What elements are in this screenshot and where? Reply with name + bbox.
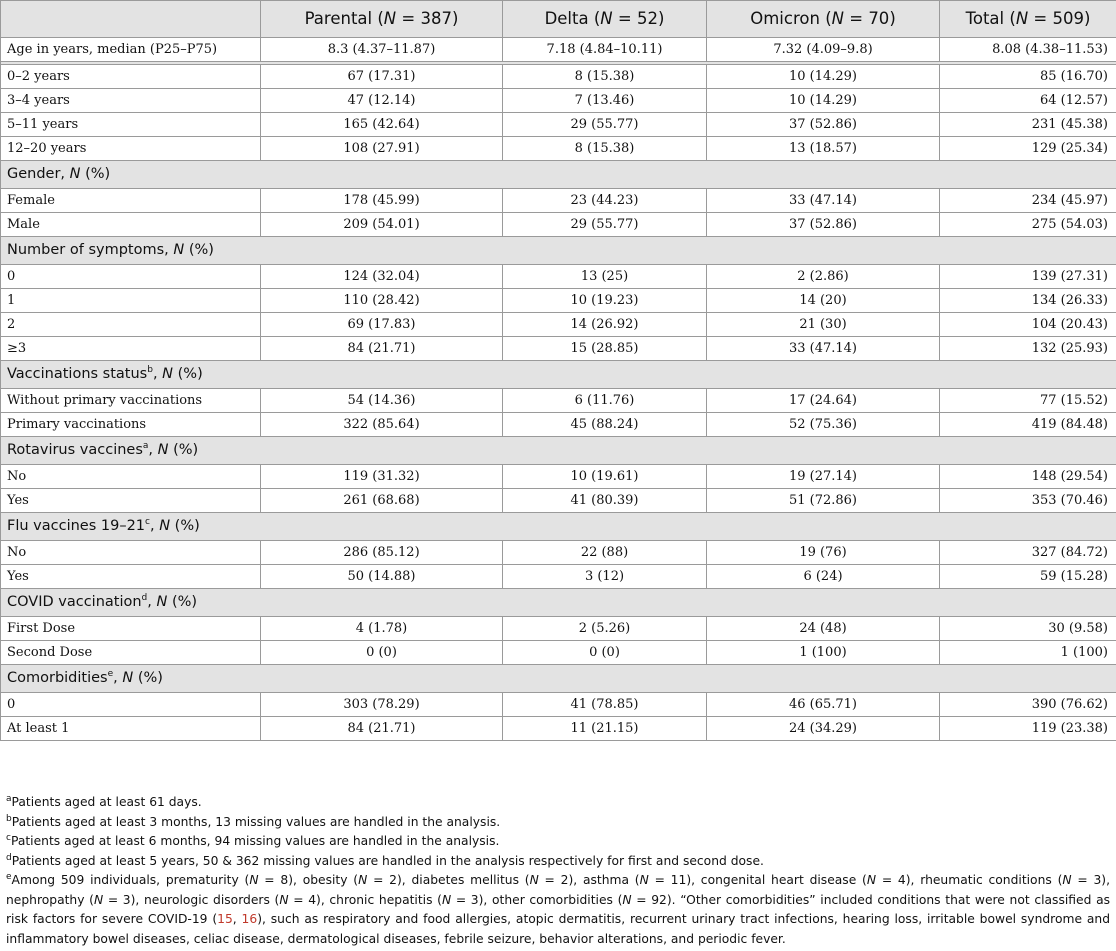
header-blank [1,1,261,38]
cell-omicron: 19 (27.14) [707,465,940,489]
cell-total: 85 (16.70) [940,65,1116,89]
cell-omicron: 10 (14.29) [707,89,940,113]
cell-omicron: 2 (2.86) [707,265,940,289]
footnote-a: $^a$Patients aged at least 61 days. [6,793,202,809]
cell-parental: 286 (85.12) [261,541,503,565]
section-comorbidities [1,665,1116,693]
table-row [1,717,1116,741]
cell-parental: 47 (12.14) [261,89,503,113]
cell-total: 275 (54.03) [940,213,1116,237]
row-label: 0–2 years [1,65,261,89]
cell-omicron: 24 (48) [707,617,940,641]
cell-total: 132 (25.93) [940,337,1116,361]
cell-total: 390 (76.62) [940,693,1116,717]
cell-total: 64 (12.57) [940,89,1116,113]
section-heading: Number of symptoms, N (%) [1,237,1116,265]
header-parental: Parental (N = 387) [261,1,503,38]
cell-delta: 29 (55.77) [503,213,707,237]
cell-omicron: 51 (72.86) [707,489,940,513]
cell-delta: 2 (5.26) [503,617,707,641]
cell-omicron: 24 (34.29) [707,717,940,741]
table-row [1,113,1116,137]
row-label: Second Dose [1,641,261,665]
table-row [1,137,1116,161]
cell-parental: 108 (27.91) [261,137,503,161]
cell-total: 8.08 (4.38–11.53) [940,38,1116,62]
cell-total: 30 (9.58) [940,617,1116,641]
footnote-d: $^d$Patients aged at least 5 years, 50 & 362 missing values are handled in the analysis respectively for first and second dose. [6,852,764,868]
cell-parental: 303 (78.29) [261,693,503,717]
cell-total: 59 (15.28) [940,565,1116,589]
header-row [1,1,1116,38]
row-label: Yes [1,489,261,513]
row-label: Male [1,213,261,237]
footnote-b: $^b$Patients aged at least 3 months, 13 missing values are handled in the analysis. [6,813,501,829]
cell-delta: 6 (11.76) [503,389,707,413]
table-row [1,489,1116,513]
header-total: Total (N = 509) [940,1,1116,38]
cell-omicron: 1 (100) [707,641,940,665]
cell-omicron: 14 (20) [707,289,940,313]
table-row [1,65,1116,89]
cell-total: 134 (26.33) [940,289,1116,313]
row-label: ≥3 [1,337,261,361]
cell-omicron: 33 (47.14) [707,189,940,213]
section-heading: COVID vaccination$^d$, N (%) [1,589,1116,617]
cell-omicron: 10 (14.29) [707,65,940,89]
cell-parental: 50 (14.88) [261,565,503,589]
cell-delta: 3 (12) [503,565,707,589]
table-row [1,541,1116,565]
cell-parental: 119 (31.32) [261,465,503,489]
cell-omicron: 52 (75.36) [707,413,940,437]
row-label: 3–4 years [1,89,261,113]
cell-delta: 8 (15.38) [503,65,707,89]
row-label: 0 [1,693,261,717]
cell-parental: 8.3 (4.37–11.87) [261,38,503,62]
table-row [1,89,1116,113]
cell-omicron: 7.32 (4.09–9.8) [707,38,940,62]
table-row [1,693,1116,717]
cell-total: 139 (27.31) [940,265,1116,289]
row-label: Primary vaccinations [1,413,261,437]
cell-delta: 7 (13.46) [503,89,707,113]
row-label: 2 [1,313,261,337]
section-vaccinations-status [1,361,1116,389]
cell-omicron: 13 (18.57) [707,137,940,161]
footnote-e: $^e$Among 509 individuals, prematurity (N = 8), obesity (N = 2), diabetes mellitus (N = 2), asthma (N = 11), congenital heart disease (N = 4), rheumatic conditions (N = 3), nephropathy (N = 3), neurologic disorders (N = 4), chronic hepatitis (N = 3), other comorbidities (N = 92). “Other comorbidities” included conditions that were not classified as risk factors for severe COVID-19 (15, 16), such as respiratory and food allergies, atopic dermatitis, recurrent urinary tract infections, hearing loss, irritable bowel syndrome and inflammatory bowel diseases, celiac disease, dermatological diseases, febrile seizure, behavior alterations, and periodic fever. [6,871,1111,946]
section-heading: Comorbidities$^e$, N (%) [1,665,1116,693]
cell-omicron: 6 (24) [707,565,940,589]
cell-delta: 7.18 (4.84–10.11) [503,38,707,62]
cell-total: 231 (45.38) [940,113,1116,137]
cell-total: 104 (20.43) [940,313,1116,337]
cell-omicron: 21 (30) [707,313,940,337]
cell-delta: 41 (80.39) [503,489,707,513]
section-heading: Rotavirus vaccines$^a$, N (%) [1,437,1116,465]
cell-total: 129 (25.34) [940,137,1116,161]
row-label: Yes [1,565,261,589]
table-row [1,213,1116,237]
cell-total: 327 (84.72) [940,541,1116,565]
cell-parental: 209 (54.01) [261,213,503,237]
cell-delta: 10 (19.61) [503,465,707,489]
row-label: No [1,465,261,489]
section-symptoms [1,237,1116,265]
cell-parental: 165 (42.64) [261,113,503,137]
cell-delta: 29 (55.77) [503,113,707,137]
cell-delta: 11 (21.15) [503,717,707,741]
table-row [1,289,1116,313]
table-row [1,337,1116,361]
header-omicron: Omicron (N = 70) [707,1,940,38]
header-delta: Delta (N = 52) [503,1,707,38]
cell-total: 234 (45.97) [940,189,1116,213]
cell-parental: 178 (45.99) [261,189,503,213]
cell-total: 148 (29.54) [940,465,1116,489]
row-label: 1 [1,289,261,313]
row-label: 0 [1,265,261,289]
cell-parental: 84 (21.71) [261,337,503,361]
cell-delta: 45 (88.24) [503,413,707,437]
cell-delta: 14 (26.92) [503,313,707,337]
table-row [1,389,1116,413]
cell-total: 119 (23.38) [940,717,1116,741]
cell-parental: 69 (17.83) [261,313,503,337]
table-row [1,641,1116,665]
cell-omicron: 19 (76) [707,541,940,565]
table-row [1,465,1116,489]
cell-total: 1 (100) [940,641,1116,665]
cell-parental: 67 (17.31) [261,65,503,89]
row-label: First Dose [1,617,261,641]
footnote-c: $^c$Patients aged at least 6 months, 94 missing values are handled in the analysis. [6,832,500,848]
table-row [1,313,1116,337]
section-flu-vaccines [1,513,1116,541]
table-footnotes [6,793,1110,949]
cell-delta: 8 (15.38) [503,137,707,161]
row-label: At least 1 [1,717,261,741]
table-row [1,617,1116,641]
cell-parental: 124 (32.04) [261,265,503,289]
table-row [1,189,1116,213]
cell-omicron: 37 (52.86) [707,213,940,237]
table-row [1,265,1116,289]
cell-delta: 13 (25) [503,265,707,289]
cell-delta: 22 (88) [503,541,707,565]
cell-omicron: 17 (24.64) [707,389,940,413]
cell-delta: 15 (28.85) [503,337,707,361]
row-label: 5–11 years [1,113,261,137]
cell-parental: 0 (0) [261,641,503,665]
section-heading: Flu vaccines 19–21$^c$, N (%) [1,513,1116,541]
cell-total: 419 (84.48) [940,413,1116,437]
section-heading: Vaccinations status$^b$, N (%) [1,361,1116,389]
cell-parental: 261 (68.68) [261,489,503,513]
table-row [1,565,1116,589]
cell-delta: 10 (19.23) [503,289,707,313]
row-label: Female [1,189,261,213]
row-label: 12–20 years [1,137,261,161]
section-covid-vaccination [1,589,1116,617]
cell-parental: 110 (28.42) [261,289,503,313]
cell-delta: 0 (0) [503,641,707,665]
cell-parental: 4 (1.78) [261,617,503,641]
cell-omicron: 37 (52.86) [707,113,940,137]
age-median-row [1,38,1116,62]
row-label: No [1,541,261,565]
cell-delta: 41 (78.85) [503,693,707,717]
row-label: Without primary vaccinations [1,389,261,413]
cell-total: 77 (15.52) [940,389,1116,413]
row-label: Age in years, median (P25–P75) [1,38,261,62]
section-gender [1,161,1116,189]
reference-link-16[interactable]: 16 [241,912,258,926]
cell-omicron: 33 (47.14) [707,337,940,361]
cell-parental: 322 (85.64) [261,413,503,437]
section-rotavirus [1,437,1116,465]
cell-total: 353 (70.46) [940,489,1116,513]
reference-link-15[interactable]: 15 [217,912,233,926]
cell-parental: 84 (21.71) [261,717,503,741]
table-row [1,413,1116,437]
section-heading: Gender, N (%) [1,161,1116,189]
cell-delta: 23 (44.23) [503,189,707,213]
cell-omicron: 46 (65.71) [707,693,940,717]
cell-parental: 54 (14.36) [261,389,503,413]
